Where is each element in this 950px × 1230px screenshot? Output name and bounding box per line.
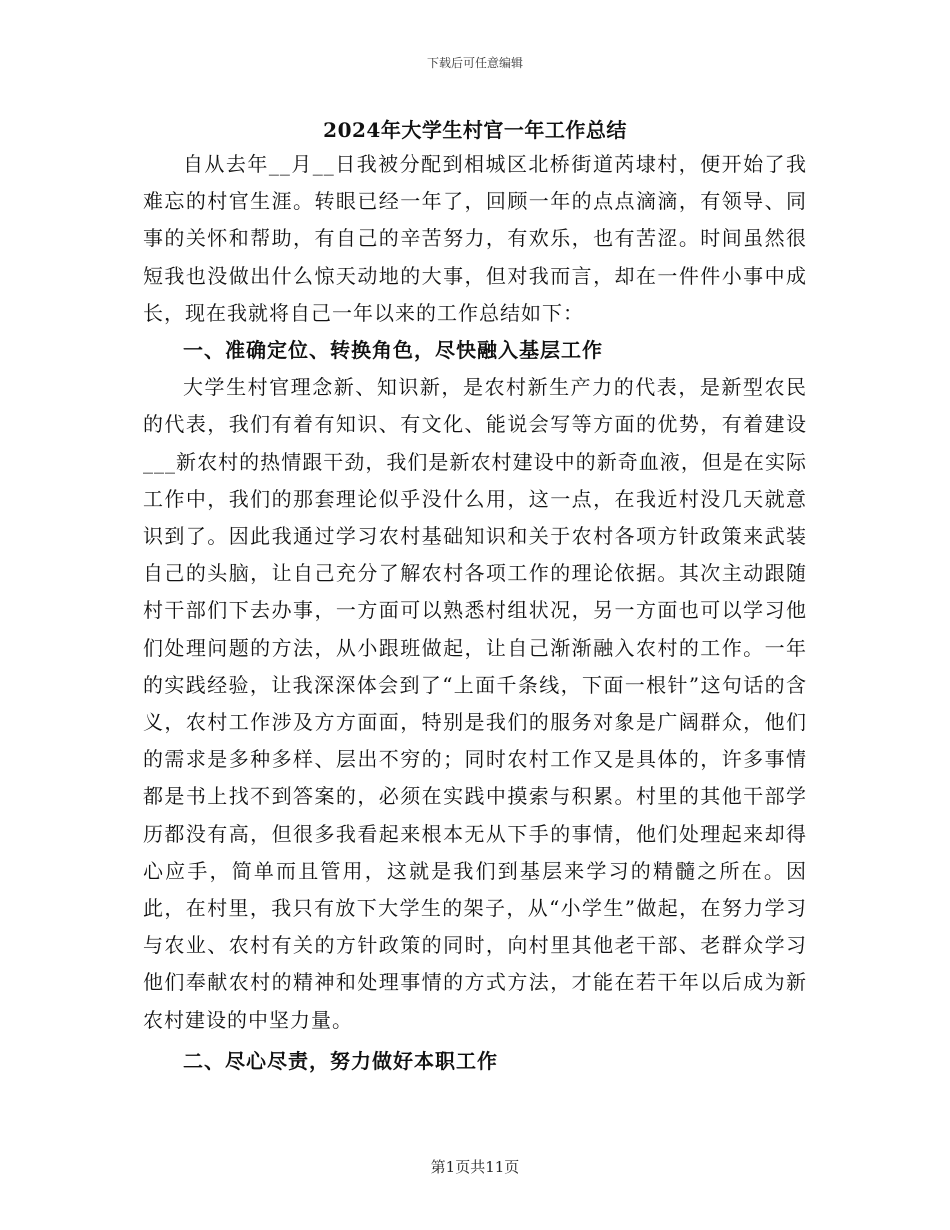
section-1-heading: 一、准确定位、转换角色，尽快融入基层工作 <box>183 338 603 363</box>
page-title: 2024年大学生村官一年工作总结 <box>323 118 627 142</box>
section-2-heading: 二、尽心尽责，努力做好本职工作 <box>183 1048 498 1073</box>
section-1-paragraph: 大学生村官理念新、知识新，是农村新生产力的代表，是新型农民的代表，我们有着有知识、有文化、能说会写等方面的优势，有着建设___新农村的热情跟干劲，我们是新农村建设中的新奇血液，但是在实际工作中，我们的那套理论似乎没什么用，这一点，在我近村没几天就意识到了。因此我通过学习农村基础知识和关于农村各项方针政策来武装自己的头脑，让自己充分了解农村各项工作的理论依据。其次主动跟随村干部们下去办事，一方面可以熟悉村组状况，另一方面也可以学习他们处理问题的方法，从小跟班做起，让自己渐渐融入农村的工作。一年的实践经验，让我深深体会到了“上面千条线，下面一根针”这句话的含义，农村工作涉及方方面面，特别是我们的服务对象是广阔群众，他们的需求是多种多样、层出不穷的；同时农村工作又是具体的，许多事情都是书上找不到答案的，必须在实践中摸索与积累。村里的其他干部学历都没有高，但很多我看起来根本无从下手的事情，他们处理起来却得心应手，简单而且管用，这就是我们到基层来学习的精髓之所在。因此，在村里，我只有放下大学生的架子，从“小学生”做起，在努力学习与农业、农村有关的方针政策的同时，向村里其他老干部、老群众学习他们奉献农村的精神和处理事情的方式方法，才能在若干年以后成为新农村建设的中坚力量。 <box>143 375 807 1032</box>
intro-paragraph: 自从去年__月__日我被分配到相城区北桥街道芮埭村，便开始了我难忘的村官生涯。转眼已经一年了，回顾一年的点点滴滴，有领导、同事的关怀和帮助，有自己的辛苦努力，有欢乐，也有苦涩。时间虽然很短我也没做出什么惊天动地的大事，但对我而言，却在一件件小事中成长，现在我就将自己一年以来的工作总结如下： <box>143 152 807 325</box>
page-footer: 第1页共11页 <box>430 1158 520 1176</box>
document-body <box>143 146 807 1080</box>
header-note: 下载后可任意编辑 <box>426 56 523 70</box>
